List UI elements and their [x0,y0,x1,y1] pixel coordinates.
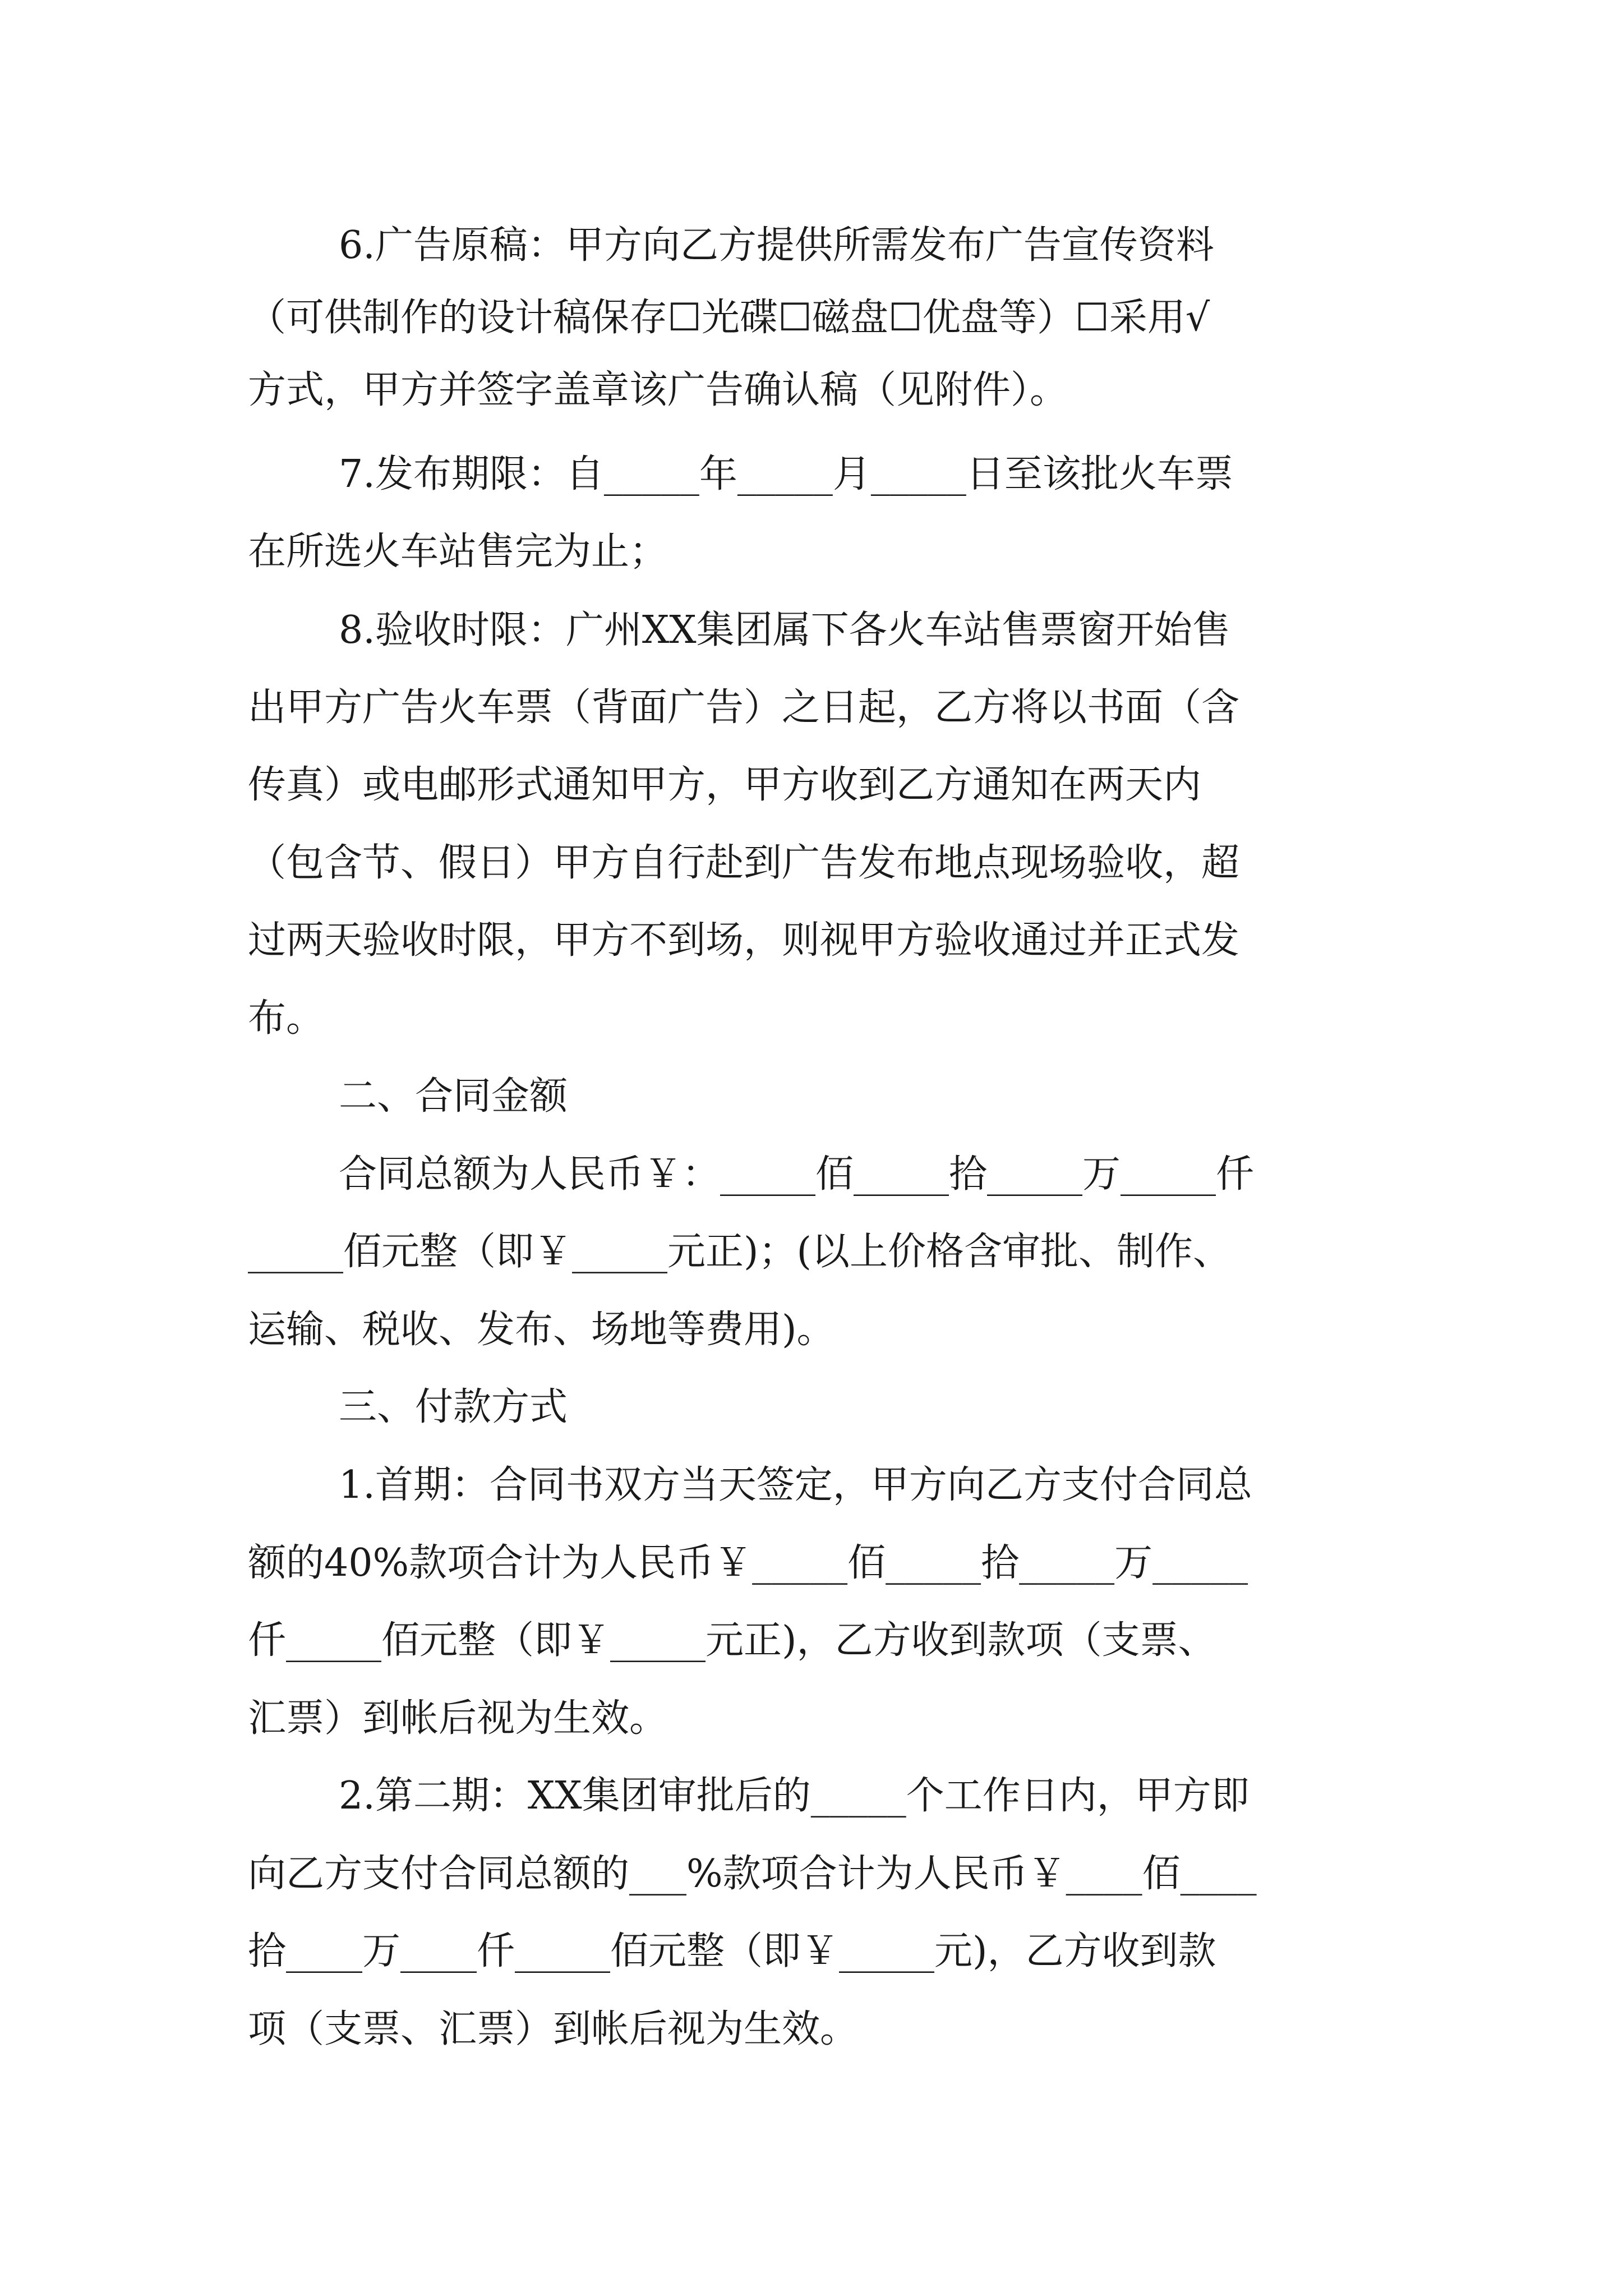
paragraph-line: 项（支票、汇票）到帐后视为生效。 [248,2007,859,2051]
paragraph-line: 布。 [248,996,325,1041]
paragraph-line: 方式，甲方并签字盖章该广告确认稿（见附件）。 [248,368,1068,412]
paragraph-line: 6.广告原稿：甲方向乙方提供所需发布广告宣传资料 [339,223,1214,268]
paragraph-line: 运输、税收、发布、场地等费用)。 [248,1308,835,1352]
paragraph-line: 仟_____佰元整（即￥_____元正)，乙方收到款项（支票、 [248,1618,1216,1663]
paragraph-line: 过两天验收时限，甲方不到场，则视甲方验收通过并正式发 [248,918,1240,963]
paragraph-line: _____佰元整（即￥_____元正)；(以上价格含审批、制作、 [248,1230,1232,1274]
section-heading: 二、合同金额 [339,1074,568,1119]
paragraph-line: 7.发布期限：自_____年_____月_____日至该批火车票 [339,452,1233,496]
paragraph-line: 额的40%款项合计为人民币￥_____佰_____拾_____万_____ [248,1541,1248,1585]
paragraph-line: （可供制作的设计稿保存☐光碟☐磁盘☐优盘等）☐采用√ [248,296,1210,340]
paragraph-line: 8.验收时限：广州XX集团属下各火车站售票窗开始售 [339,608,1230,652]
paragraph-line: 出甲方广告火车票（背面广告）之日起，乙方将以书面（含 [248,685,1240,730]
paragraph-line: 传真）或电邮形式通知甲方，甲方收到乙方通知在两天内 [248,763,1202,807]
paragraph-line: 1.首期：合同书双方当天签定，甲方向乙方支付合同总 [339,1463,1252,1507]
paragraph-line: 合同总额为人民币￥：_____佰_____拾_____万_____仟 [339,1152,1255,1197]
paragraph-line: 拾____万____仟_____佰元整（即￥_____元)，乙方收到款 [248,1929,1216,1973]
paragraph-line: 2.第二期：XX集团审批后的_____个工作日内，甲方即 [339,1774,1249,1818]
paragraph-line: 在所选火车站售完为止； [248,530,668,574]
section-heading: 三、付款方式 [339,1385,568,1429]
paragraph-line: 汇票）到帐后视为生效。 [248,1696,668,1741]
paragraph-line: 向乙方支付合同总额的___%款项合计为人民币￥____佰____ [248,1852,1257,1896]
paragraph-line: （包含节、假日）甲方自行赴到广告发布地点现场验收，超 [248,841,1240,885]
